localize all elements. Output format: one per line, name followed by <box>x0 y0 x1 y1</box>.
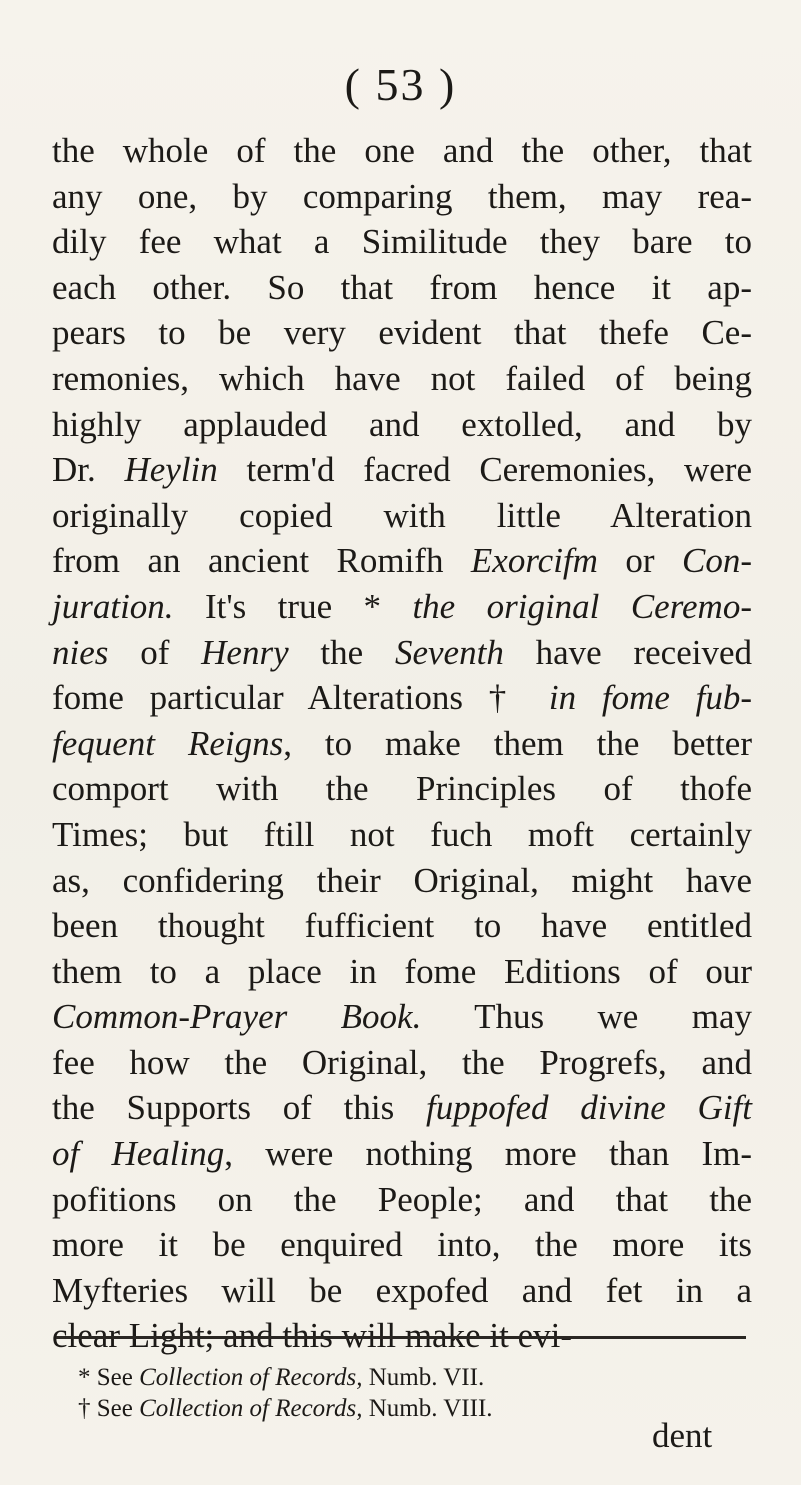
text-line <box>52 265 752 311</box>
italic-text: fequent Reigns <box>52 723 284 763</box>
text-line <box>52 493 752 539</box>
text-run: fee how the Original, the Progrefs, and <box>52 1042 752 1082</box>
text-line <box>52 402 752 448</box>
text-line <box>52 310 752 356</box>
text-line <box>52 1040 752 1086</box>
text-run: of <box>108 632 202 672</box>
italic-text: Collection of Records, <box>139 1395 363 1422</box>
text-run: Numb. VII. <box>362 1364 485 1391</box>
text-line <box>52 219 752 265</box>
text-run: from an ancient Romifh <box>52 541 471 581</box>
text-run: term'd facred Ceremonies, were <box>217 450 752 490</box>
italic-text: Exorcifm <box>470 541 598 581</box>
text-run: pears to be very evident that thefe Ce- <box>52 313 752 353</box>
text-line <box>52 812 752 858</box>
text-run: Thus we may <box>421 997 753 1037</box>
text-run: It's true * <box>173 586 413 626</box>
text-run: comport with the Principles of thofe <box>52 769 752 809</box>
body-text <box>52 128 752 1359</box>
italic-text: of Healing <box>52 1134 225 1174</box>
text-run: Times; but ftill not fuch moft certainly <box>52 814 752 854</box>
text-run: , to make them the better <box>283 723 752 763</box>
text-run: dily fee what a Similitude they bare to <box>52 222 752 262</box>
text-run: originally copied with little Alteration <box>52 495 752 535</box>
text-line <box>52 538 752 584</box>
text-line <box>52 1085 752 1131</box>
text-line <box>52 766 752 812</box>
text-run: been thought fufficient to have entitled <box>52 906 752 946</box>
text-line <box>52 994 752 1040</box>
text-line <box>52 447 752 493</box>
text-run: † See <box>78 1395 140 1422</box>
text-run: Myfteries will be expofed and fet in a <box>52 1270 752 1310</box>
text-line <box>52 1268 752 1314</box>
text-run: the Supports of this <box>52 1088 427 1128</box>
text-run: the <box>288 632 395 672</box>
text-line <box>52 1131 752 1177</box>
text-run: each other. So that from hence it ap- <box>52 267 752 307</box>
text-run: highly applauded and extolled, and by <box>52 404 752 444</box>
text-run: as, confidering their Original, might have <box>52 860 752 900</box>
italic-text: Henry <box>201 632 289 672</box>
text-run: clear Light; and this will make it evi- <box>52 1316 572 1356</box>
text-run: the whole of the one and the other, that <box>52 131 752 170</box>
catchword: dent <box>652 1416 713 1455</box>
text-run: any one, by comparing them, may rea- <box>52 176 752 216</box>
italic-text: nies <box>52 632 109 672</box>
italic-text: Seventh <box>394 632 504 672</box>
italic-text: Collection of Records, <box>139 1364 363 1391</box>
text-line <box>52 1177 752 1223</box>
text-run: * See <box>78 1364 140 1391</box>
text-line <box>52 1222 752 1268</box>
text-run: Numb. VIII. <box>362 1395 493 1422</box>
text-line <box>52 174 752 220</box>
italic-text: juration. <box>52 586 174 626</box>
text-run: , were nothing more than Im- <box>224 1134 753 1174</box>
italic-text: Con- <box>682 541 752 581</box>
footnotes <box>78 1362 718 1424</box>
text-line <box>52 949 752 995</box>
italic-text: Common-Prayer Book. <box>52 997 422 1037</box>
text-line <box>52 721 752 767</box>
text-run: have received <box>503 632 752 672</box>
italic-text: the original Ceremo- <box>412 586 752 626</box>
text-line <box>52 584 752 630</box>
footnote-divider <box>56 1336 746 1339</box>
text-run: pofitions on the People; and that the <box>52 1179 752 1219</box>
text-line <box>52 675 752 721</box>
text-run: more it be enquired into, the more its <box>52 1225 752 1265</box>
italic-text: in fome fub- <box>548 678 752 718</box>
text-line <box>52 903 752 949</box>
footnote <box>78 1362 718 1393</box>
text-line <box>52 630 752 676</box>
text-run: Dr. <box>52 450 125 490</box>
text-line <box>52 356 752 402</box>
text-line <box>52 128 752 174</box>
text-line <box>52 858 752 904</box>
text-run: them to a place in fome Editions of our <box>52 951 752 991</box>
page-number: ( 53 ) <box>344 59 457 110</box>
italic-text: Heylin <box>124 450 218 490</box>
text-run: fome particular Alterations † <box>52 678 549 718</box>
footnote <box>78 1393 718 1424</box>
italic-text: fuppofed divine Gift <box>426 1088 752 1128</box>
text-run: or <box>597 541 682 581</box>
text-run: remonies, which have not failed of being <box>52 358 752 398</box>
